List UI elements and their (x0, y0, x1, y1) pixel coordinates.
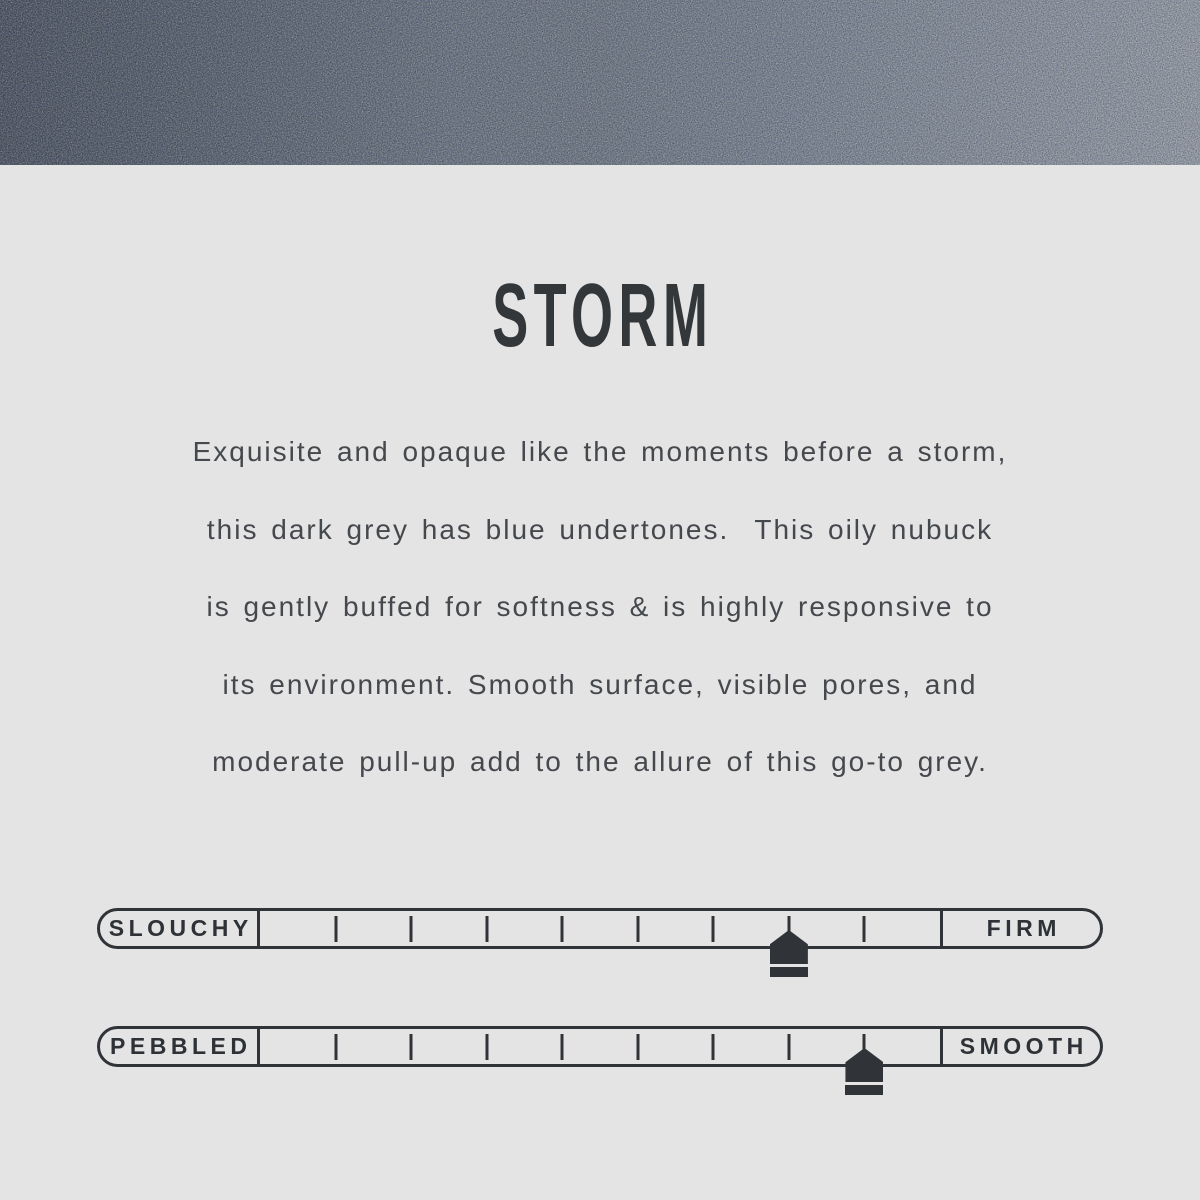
tick-mark (561, 916, 564, 942)
description-line: moderate pull-up add to the allure of this go-to grey. (212, 746, 988, 777)
texture-scale (97, 1026, 1103, 1067)
scale-label-firm: FIRM (940, 911, 1100, 946)
firmness-scale-marker (770, 930, 808, 977)
scale-label-pebbled: PEBBLED (100, 1029, 260, 1064)
tick-mark (485, 1034, 488, 1060)
scale-label-slouchy: SLOUCHY (100, 911, 260, 946)
marker-pointer-icon (770, 930, 808, 964)
texture-scale-track (260, 1029, 940, 1064)
leather-grain-texture (0, 0, 1200, 165)
tick-mark (561, 1034, 564, 1060)
tick-mark (787, 1034, 790, 1060)
marker-base (845, 1085, 883, 1095)
tick-mark (410, 916, 413, 942)
tick-mark (863, 916, 866, 942)
tick-mark (712, 1034, 715, 1060)
marker-base (770, 967, 808, 977)
tick-mark (636, 916, 639, 942)
leather-texture-image (0, 0, 1200, 165)
page-title: STORM (492, 266, 714, 366)
description-line: this dark grey has blue undertones. This oily nubuck (206, 513, 994, 545)
tick-mark (334, 1034, 337, 1060)
description-line: is gently buffed for softness & is highly responsive to (206, 591, 994, 622)
tick-mark (485, 916, 488, 942)
description (0, 413, 1200, 801)
scale-label-smooth: SMOOTH (940, 1029, 1100, 1064)
texture-scale-marker (845, 1048, 883, 1095)
firmness-scale-track (260, 911, 940, 946)
description-line: its environment. Smooth surface, visible pores, and (222, 668, 978, 700)
tick-mark (334, 916, 337, 942)
description-line: Exquisite and opaque like the moments before a storm, (192, 436, 1008, 467)
tick-mark (636, 1034, 639, 1060)
marker-pointer-icon (845, 1048, 883, 1082)
firmness-scale (97, 908, 1103, 949)
tick-mark (410, 1034, 413, 1060)
tick-mark (712, 916, 715, 942)
